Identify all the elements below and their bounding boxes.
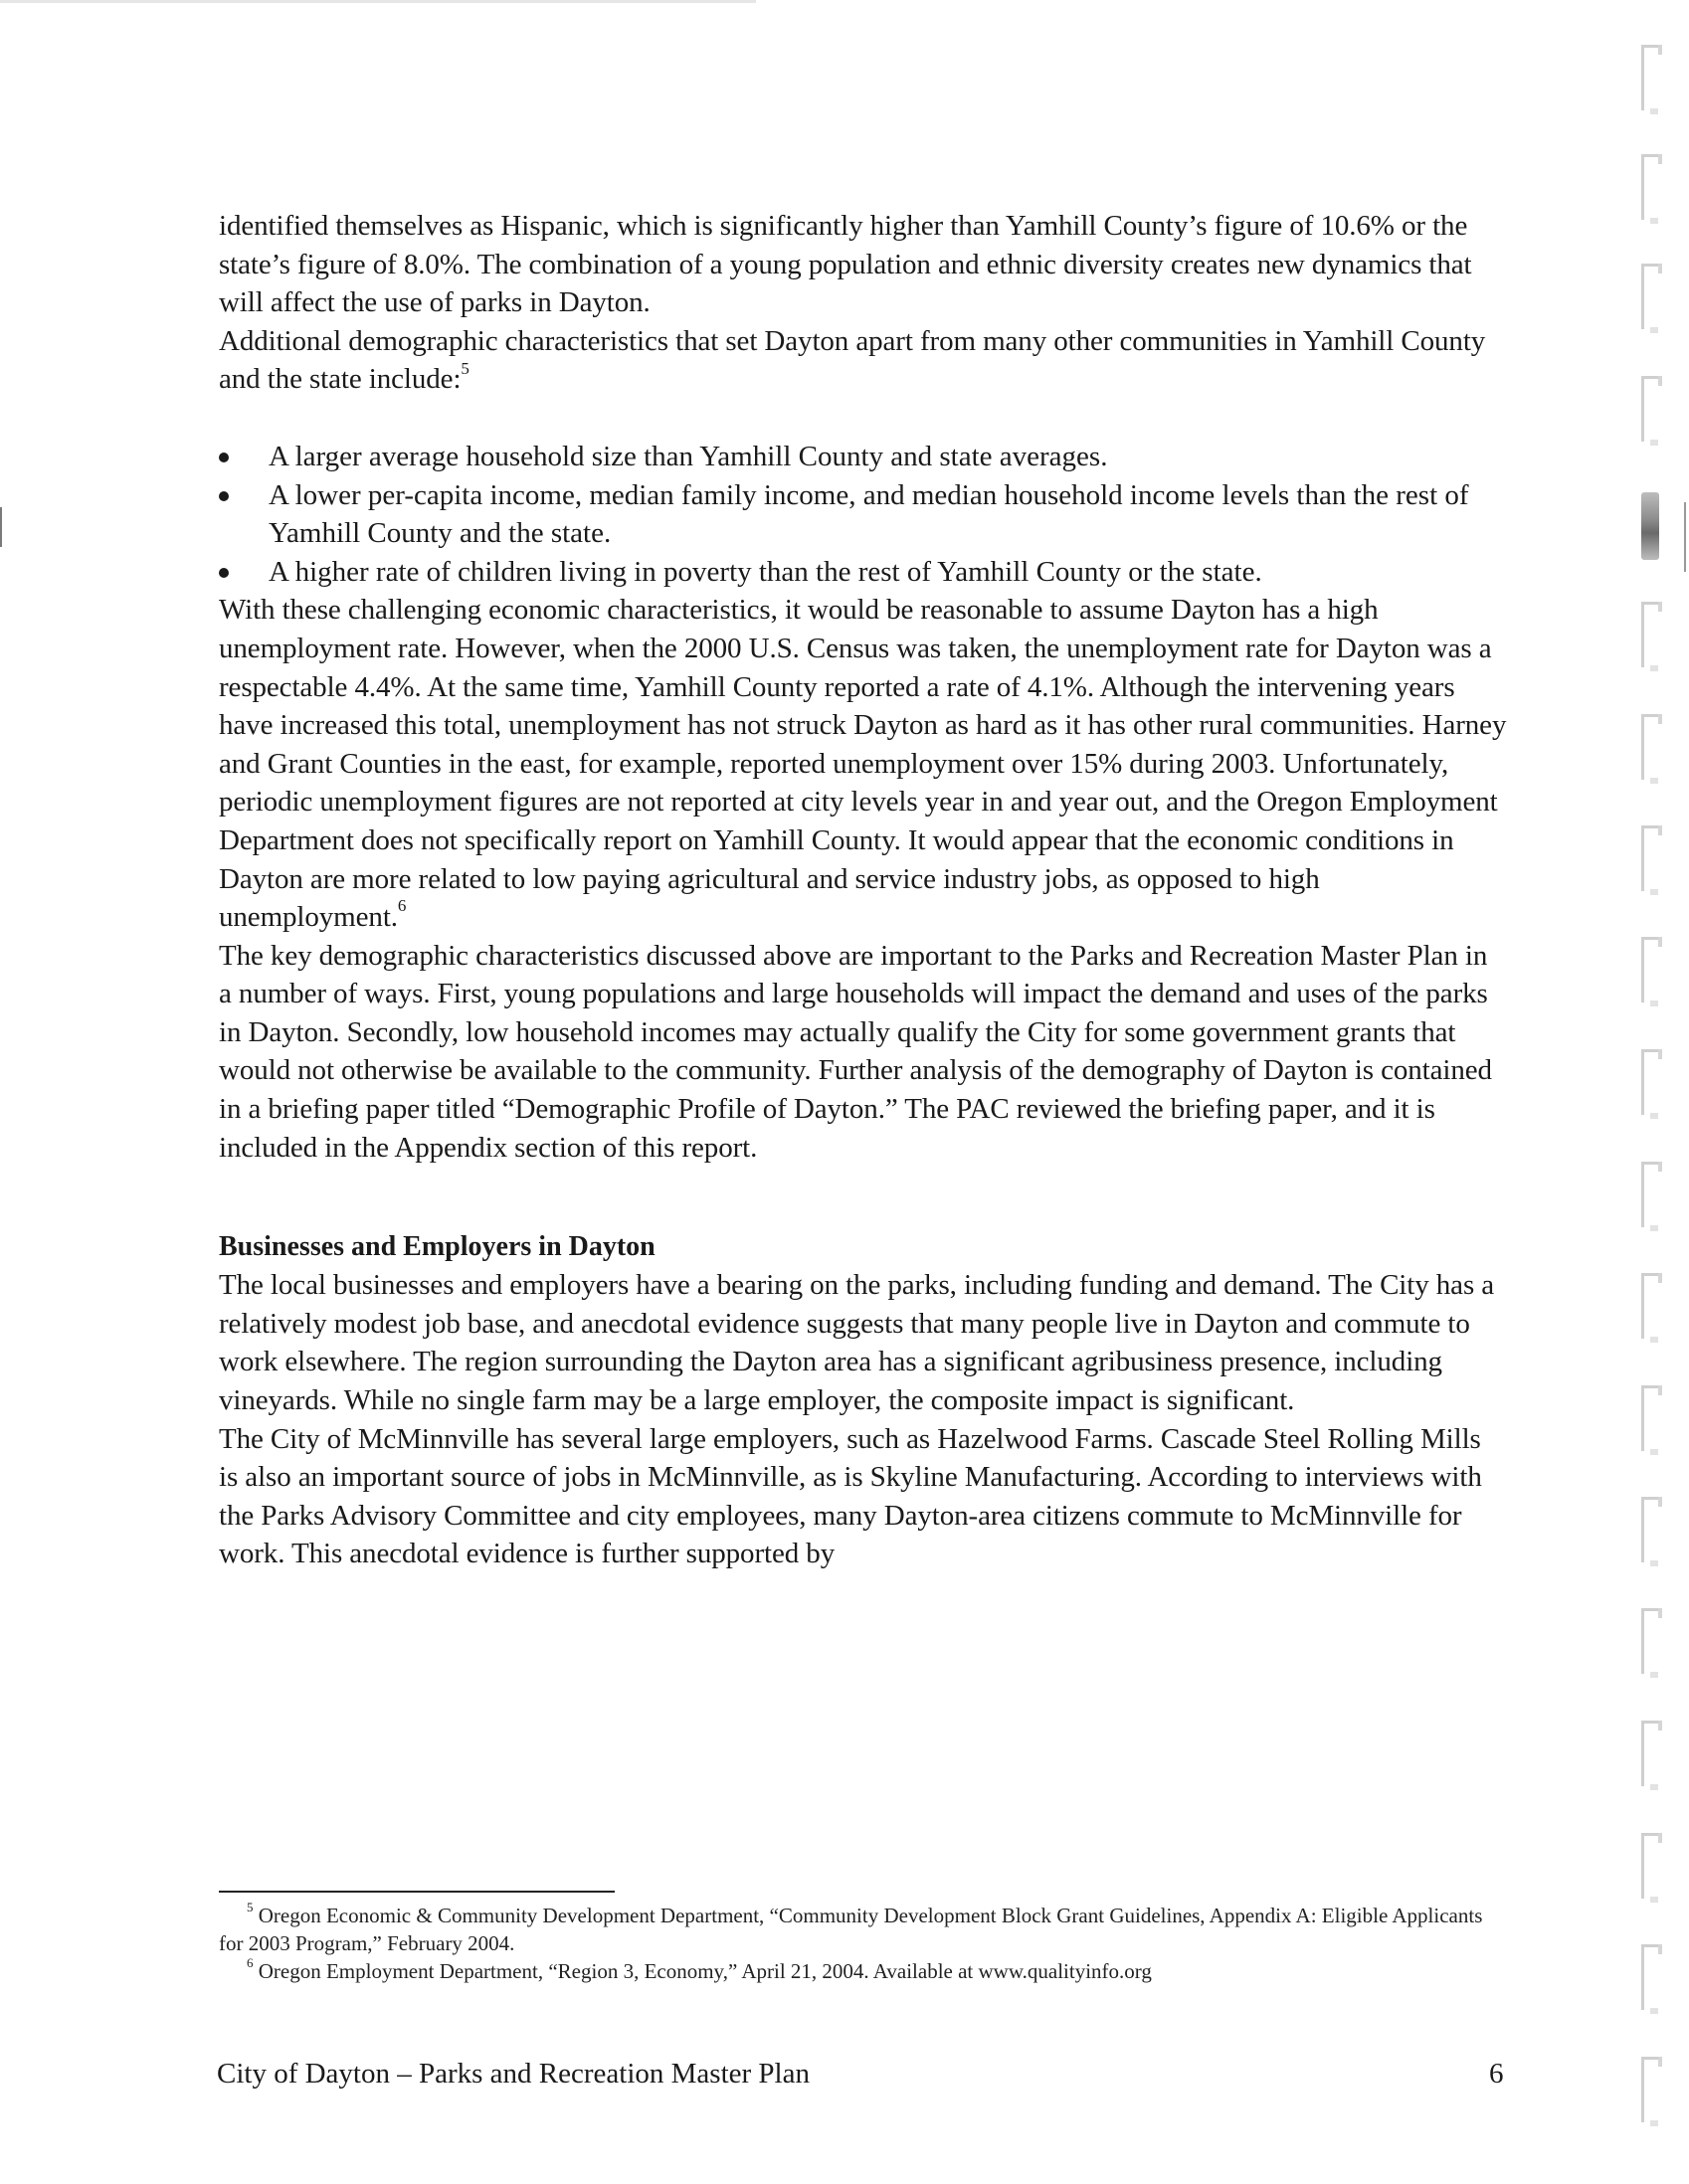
page-body <box>219 207 1507 1573</box>
binder-ring-icon <box>1641 45 1659 110</box>
scan-left-mark <box>0 507 2 547</box>
section-heading-businesses: Businesses and Employers in Dayton <box>219 1231 656 1263</box>
footnote-number: 6 <box>247 1955 254 1970</box>
binder-edge-line <box>1684 502 1686 572</box>
binder-ring-icon <box>1641 1833 1659 1899</box>
footer-document-title: City of Dayton – Parks and Recreation Master Plan <box>217 2058 810 2090</box>
footnote-number: 5 <box>247 1900 254 1914</box>
bullet-item <box>219 438 1507 476</box>
binder-ring-icon <box>1641 825 1659 891</box>
bullet-dot-icon <box>219 453 229 462</box>
bullet-text: A larger average household size than Yamhill County and state averages. <box>269 440 1108 472</box>
bullet-text: A lower per-capita income, median family income, and median household income levels than the rest of Yamhill County and the state. <box>269 478 1469 550</box>
binder-ring-icon <box>1641 1162 1659 1227</box>
paragraph-hispanic: identified themselves as Hispanic, which is significantly higher than Yamhill County’s figure of 10.6% or the state’s figure of 8.0%. The combination of a young population and ethnic diversity creates new dynamics that will affect the use of parks in Dayton. <box>219 210 1472 319</box>
binder-ring-icon <box>1641 1049 1659 1115</box>
binder-ring-icon <box>1641 1273 1659 1339</box>
binder-ring-icon <box>1641 602 1659 667</box>
footnote-divider <box>219 1891 615 1893</box>
binder-edge <box>1636 0 1689 2184</box>
binder-ring-icon <box>1641 1385 1659 1451</box>
bullet-dot-icon <box>219 491 229 501</box>
binder-ring-icon <box>1641 1497 1659 1562</box>
binder-ring-icon <box>1641 264 1659 329</box>
paragraph-mcminnville: The City of McMinnville has several large employers, such as Hazelwood Farms. Cascade Steel Rolling Mills is also an important source of jobs in McMinnville, as is Skyline Manufacturing. According to interviews with the Parks Advisory Committee and city employees, many Dayton-area citizens commute to McMinnville for work. This anecdotal evidence is further supported by <box>219 1422 1482 1570</box>
binder-ring-icon <box>1641 2057 1659 2122</box>
binder-ring-icon <box>1641 1944 1659 2010</box>
binder-ring-icon <box>1641 1721 1659 1786</box>
binder-clip-icon <box>1641 492 1659 560</box>
binder-ring-icon <box>1641 376 1659 442</box>
scan-top-edge <box>0 0 756 3</box>
binder-ring-icon <box>1641 714 1659 780</box>
demographic-bullet-list <box>219 438 1507 591</box>
binder-ring-icon <box>1641 154 1659 220</box>
bullet-item <box>219 476 1507 553</box>
footnote-5 <box>219 1902 1507 1957</box>
paragraph-demographic-intro <box>219 322 1507 399</box>
footnote-text: Oregon Employment Department, “Region 3, Economy,” April 21, 2004. Available at www.qualityinfo.org <box>258 1959 1152 1983</box>
paragraph-local-businesses: The local businesses and employers have a bearing on the parks, including funding and demand. The City has a relatively modest job base, and anecdotal evidence suggests that many people live in Dayton and commute to work elsewhere. The region surrounding the Dayton area has a significant agribusiness presence, including vineyards. While no single farm may be a large employer, the composite impact is significant. <box>219 1269 1495 1417</box>
footer-page-number: 6 <box>1489 2058 1504 2090</box>
bullet-text: A higher rate of children living in poverty than the rest of Yamhill County or the state. <box>269 555 1262 588</box>
binder-ring-icon <box>1641 937 1659 1002</box>
footnote-text: Oregon Economic & Community Development Department, “Community Development Block Grant Guidelines, Appendix A: Eligible Applicants for 2003 Program,” February 2004. <box>219 1904 1483 1955</box>
footnote-ref-6: 6 <box>397 896 407 916</box>
paragraph-demographic-intro-text: Additional demographic characteristics that set Dayton apart from many other communities in Yamhill County and the state include: <box>219 324 1486 396</box>
paragraph-key-characteristics: The key demographic characteristics discussed above are important to the Parks and Recreation Master Plan in a number of ways. First, young populations and large households will impact the demand and uses of the parks in Dayton. Secondly, low household incomes may actually qualify the City for some government grants that would not otherwise be available to the community. Further analysis of the demography of Dayton is contained in a briefing paper titled “Demographic Profile of Dayton.” The PAC reviewed the briefing paper, and it is included in the Appendix section of this report. <box>219 939 1492 1164</box>
paragraph-unemployment <box>219 591 1507 936</box>
paragraph-unemployment-text: With these challenging economic characteristics, it would be reasonable to assume Dayton has a high unemployment rate. However, when the 2000 U.S. Census was taken, the unemployment rate for Dayton was a respectable 4.4%. At the same time, Yamhill County reported a rate of 4.1%. Although the intervening years have increased this total, unemployment has not struck Dayton as hard as it has other rural communities. Harney and Grant Counties in the east, for example, reported unemployment over 15% during 2003. Unfortunately, periodic unemployment figures are not reported at city levels year in and year out, and the Oregon Employment Department does not specifically report on Yamhill County. It would appear that the economic conditions in Dayton are more related to low paying agricultural and service industry jobs, as opposed to high unemployment. <box>219 594 1507 934</box>
footnotes <box>219 1902 1507 1985</box>
footnote-6 <box>219 1957 1507 1985</box>
footnote-ref-5: 5 <box>461 358 469 378</box>
binder-ring-icon <box>1641 1608 1659 1674</box>
bullet-item <box>219 553 1507 592</box>
bullet-dot-icon <box>219 568 229 578</box>
